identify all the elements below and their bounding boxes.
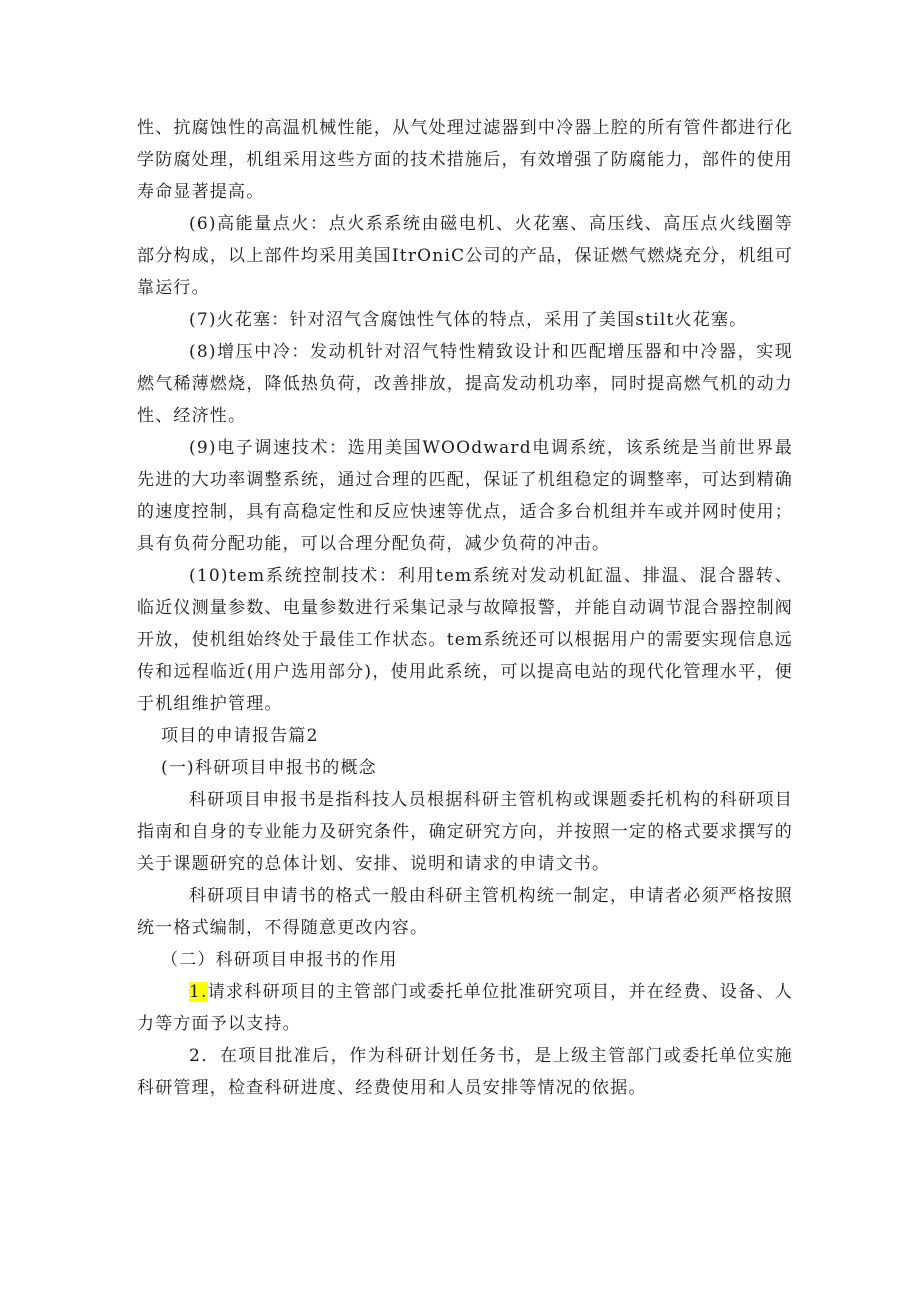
paragraph-spark-plug: (7)火花塞：针对沼气含腐蚀性气体的特点，采用了美国stilt火花塞。 xyxy=(189,310,748,330)
paragraph-tem-control: (10)tem系统控制技术：利用tem系统对发动机缸温、排温、混合器转、临近仪测量参数、电量参数进行采集记录与故障报警，并能自动调节混合器控制阀开放，使机组始终处于最佳工作状态。tem系统还可以根据用户的需要实现信息远传和远程临近(用户选用部分)，使用此系统，可以提高电站的现代化管理水平，便于机组维护管理。 xyxy=(137,566,793,714)
document-body xyxy=(137,112,793,1104)
paragraph-role-2: 2．在项目批准后，作为科研计划任务书，是上级主管部门或委托单位实施科研管理，检查科研进度、经费使用和人员安排等情况的依据。 xyxy=(137,1046,793,1098)
paragraph-ignition: (6)高能量点火：点火系系统由磁电机、火花塞、高压线、高压点火线圈等部分构成，以上部件均采用美国ItrOniC公司的产品，保证燃气燃烧充分，机组可靠运行。 xyxy=(137,214,793,298)
subsection-title-concept: (一)科研项目申报书的概念 xyxy=(161,758,377,778)
section-title: 项目的申请报告篇2 xyxy=(161,726,319,746)
highlighted-list-marker: 1. xyxy=(189,982,208,1002)
paragraph-turbo-intercooling: (8)增压中冷：发动机针对沼气特性精致设计和匹配增压器和中冷器，实现燃气稀薄燃烧，降低热负荷，改善排放，提高发动机功率，同时提高燃气机的动力性、经济性。 xyxy=(137,342,793,426)
paragraph-concept-definition: 科研项目申报书是指科技人员根据科研主管机构或课题委托机构的科研项目指南和自身的专业能力及研究条件，确定研究方向，并按照一定的格式要求撰写的关于课题研究的总体计划、安排、说明和请求的申请文书。 xyxy=(137,790,793,874)
paragraph-speed-control: (9)电子调速技术：选用美国WOOdward电调系统，该系统是当前世界最先进的大功率调整系统，通过合理的匹配，保证了机组稳定的调整率，可达到精确的速度控制，具有高稳定性和反应快速等优点，适合多台机组并车或并网时使用；具有负荷分配功能，可以合理分配负荷，减少负荷的冲击。 xyxy=(137,438,793,554)
paragraph-format: 科研项目申请书的格式一般由科研主管机构统一制定，申请者必须严格按照统一格式编制，不得随意更改内容。 xyxy=(137,886,793,938)
paragraph-role-1-text: 请求科研项目的主管部门或委托单位批准研究项目，并在经费、设备、人力等方面予以支持。 xyxy=(137,982,793,1034)
paragraph-corrosion: 性、抗腐蚀性的高温机械性能，从气处理过滤器到中冷器上腔的所有管件都进行化学防腐处理，机组采用这些方面的技术措施后，有效增强了防腐能力，部件的使用寿命显著提高。 xyxy=(137,118,793,202)
paragraph-role-1 xyxy=(137,976,793,1040)
subsection-title-role: （二）科研项目申报书的作用 xyxy=(161,950,398,970)
